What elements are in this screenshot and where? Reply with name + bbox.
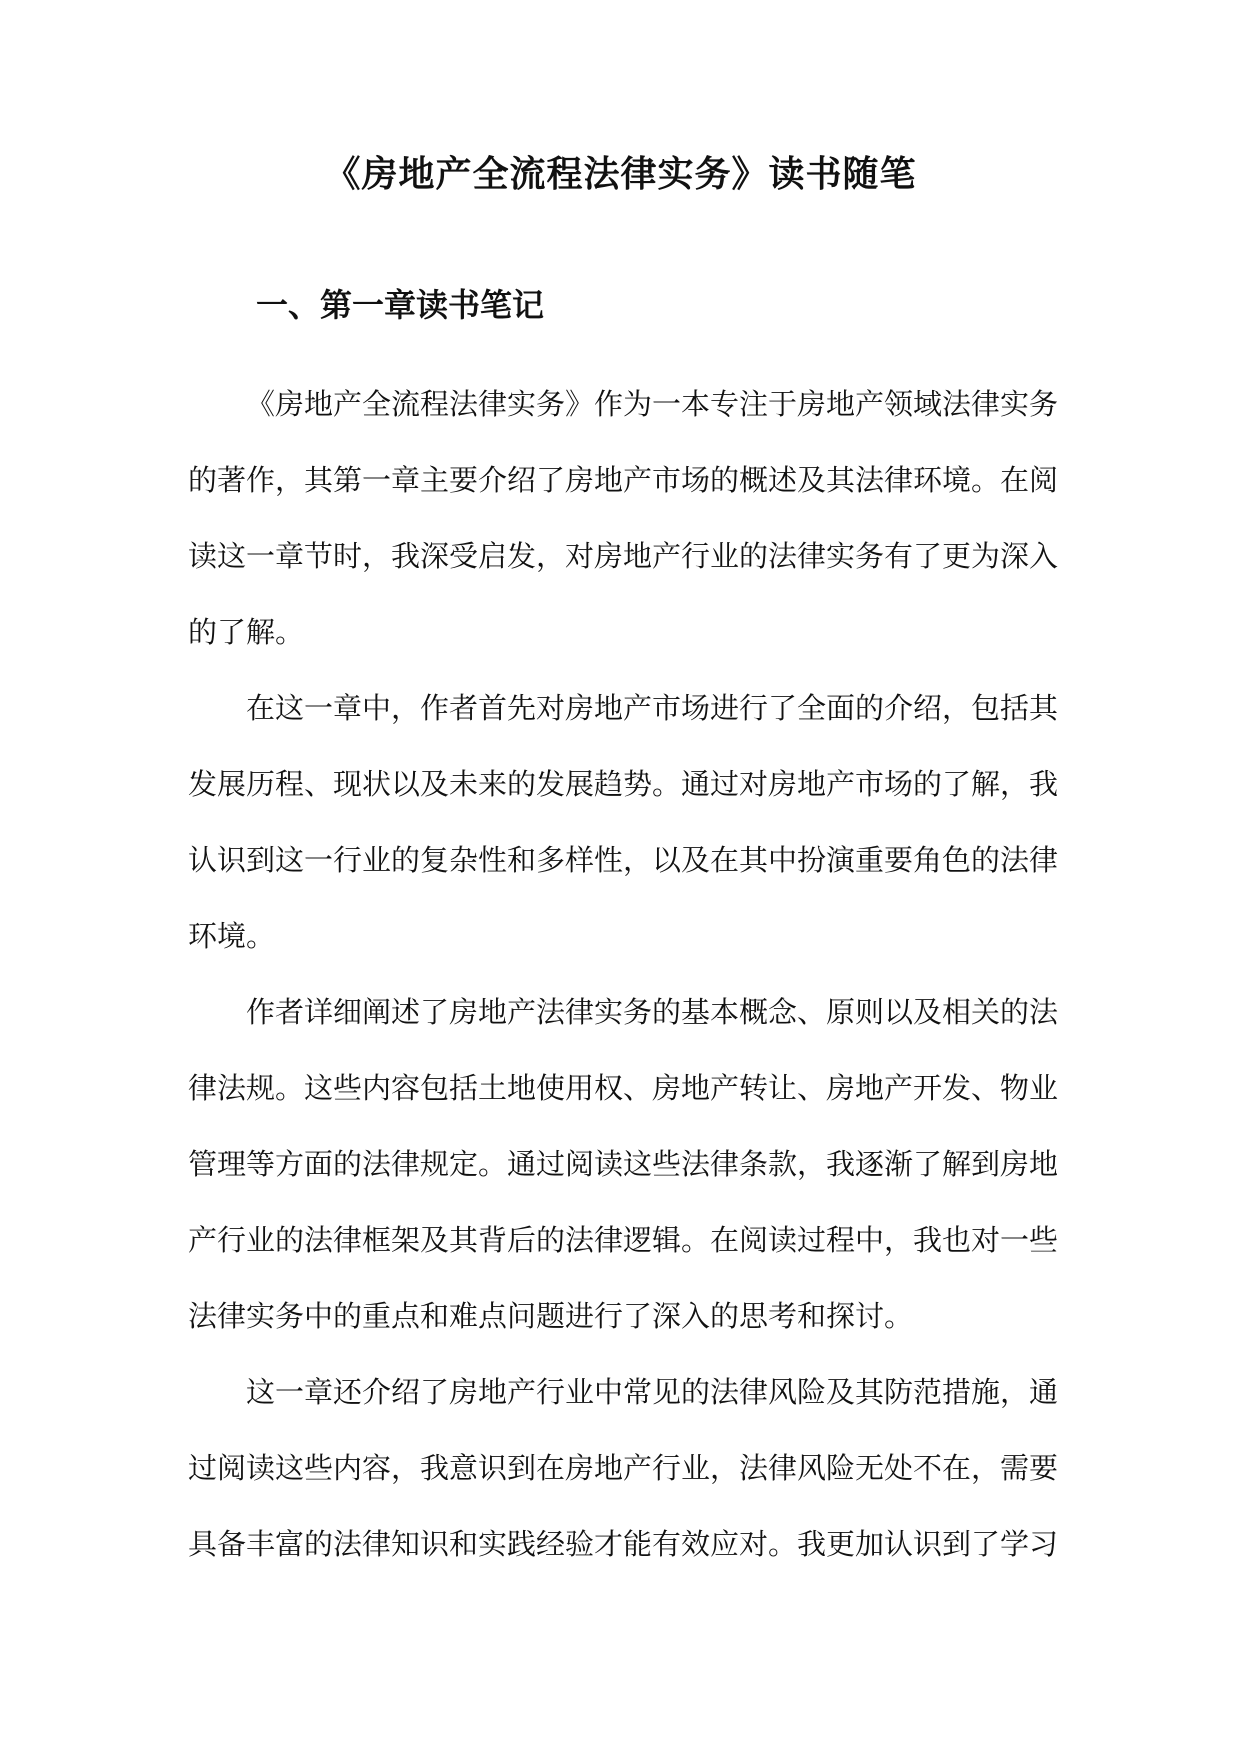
paragraph-3: 作者详细阐述了房地产法律实务的基本概念、原则以及相关的法律法规。这些内容包括土地使用权、房地产转让、房地产开发、物业管理等方面的法律规定。通过阅读这些法律条款，我逐渐了解到房地产行业的法律框架及其背后的法律逻辑。在阅读过程中，我也对一些法律实务中的重点和难点问题进行了深入的思考和探讨。 bbox=[188, 995, 1059, 1333]
section-body bbox=[188, 366, 1058, 1582]
paragraph-4: 这一章还介绍了房地产行业中常见的法律风险及其防范措施，通过阅读这些内容，我意识到在房地产行业，法律风险无处不在，需要具备丰富的法律知识和实践经验才能有效应对。我更加认识到了学习 bbox=[188, 1375, 1059, 1561]
paragraph-1: 《房地产全流程法律实务》作为一本专注于房地产领域法律实务的著作，其第一章主要介绍了房地产市场的概述及其法律环境。在阅读这一章节时，我深受启发，对房地产行业的法律实务有了更为深入的了解。 bbox=[188, 387, 1059, 649]
paragraph-2: 在这一章中，作者首先对房地产市场进行了全面的介绍，包括其发展历程、现状以及未来的发展趋势。通过对房地产市场的了解，我认识到这一行业的复杂性和多样性，以及在其中扮演重要角色的法律环境。 bbox=[188, 691, 1059, 953]
document-title: 《房地产全流程法律实务》读书随笔 bbox=[324, 154, 917, 195]
section-heading: 一、第一章读书笔记 bbox=[256, 286, 545, 324]
